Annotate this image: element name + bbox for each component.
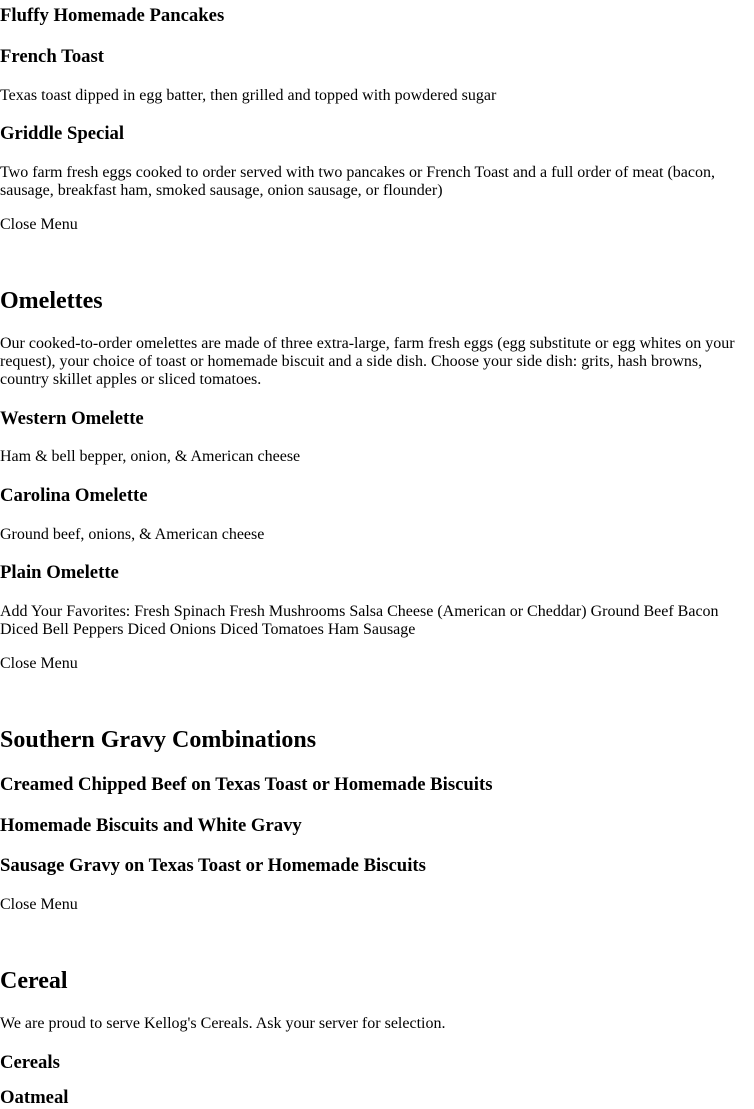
item-title-plain-omelette: Plain Omelette	[0, 562, 119, 583]
section-title-omelettes: Omelettes	[0, 288, 103, 314]
item-title-oatmeal: Oatmeal	[0, 1087, 69, 1108]
item-title-carolina-omelette: Carolina Omelette	[0, 485, 148, 506]
close-menu-button[interactable]: Close Menu	[0, 216, 78, 233]
section-title-cereal: Cereal	[0, 968, 68, 994]
section-title-gravy: Southern Gravy Combinations	[0, 727, 317, 753]
item-title-cereals: Cereals	[0, 1052, 60, 1073]
item-title-french-toast: French Toast	[0, 46, 105, 67]
item-title-pancakes: Fluffy Homemade Pancakes	[0, 5, 225, 26]
item-description-plain-omelette: Add Your Favorites: Fresh Spinach Fresh Mushrooms Salsa Cheese (American or Cheddar) Ground Beef Bacon Diced Bell Peppers Diced Onions Diced Tomatoes Ham Sausage	[0, 603, 719, 638]
item-description-french-toast: Texas toast dipped in egg batter, then grilled and topped with powdered sugar	[0, 87, 497, 104]
section-intro-cereal: We are proud to serve Kellog's Cereals. Ask your server for selection.	[0, 1015, 446, 1032]
item-title-biscuits-white-gravy: Homemade Biscuits and White Gravy	[0, 815, 302, 836]
section-intro-omelettes: Our cooked-to-order omelettes are made of three extra-large, farm fresh eggs (egg substitute or egg whites on your request), your choice of toast or homemade biscuit and a side dish. Choose your side dish: grits, hash browns, country skillet apples or sliced tomatoes.	[0, 335, 735, 388]
item-description-griddle-special: Two farm fresh eggs cooked to order served with two pancakes or French Toast and a full order of meat (bacon, sausage, breakfast ham, smoked sausage, onion sausage, or flounder)	[0, 164, 715, 199]
close-menu-button[interactable]: Close Menu	[0, 655, 78, 672]
item-title-western-omelette: Western Omelette	[0, 408, 144, 429]
item-title-sausage-gravy: Sausage Gravy on Texas Toast or Homemade Biscuits	[0, 855, 426, 876]
item-title-griddle-special: Griddle Special	[0, 123, 125, 144]
item-title-creamed-chipped-beef: Creamed Chipped Beef on Texas Toast or Homemade Biscuits	[0, 774, 493, 795]
item-description-carolina-omelette: Ground beef, onions, & American cheese	[0, 526, 265, 543]
close-menu-button[interactable]: Close Menu	[0, 896, 78, 913]
item-description-western-omelette: Ham & bell bepper, onion, & American cheese	[0, 448, 301, 465]
